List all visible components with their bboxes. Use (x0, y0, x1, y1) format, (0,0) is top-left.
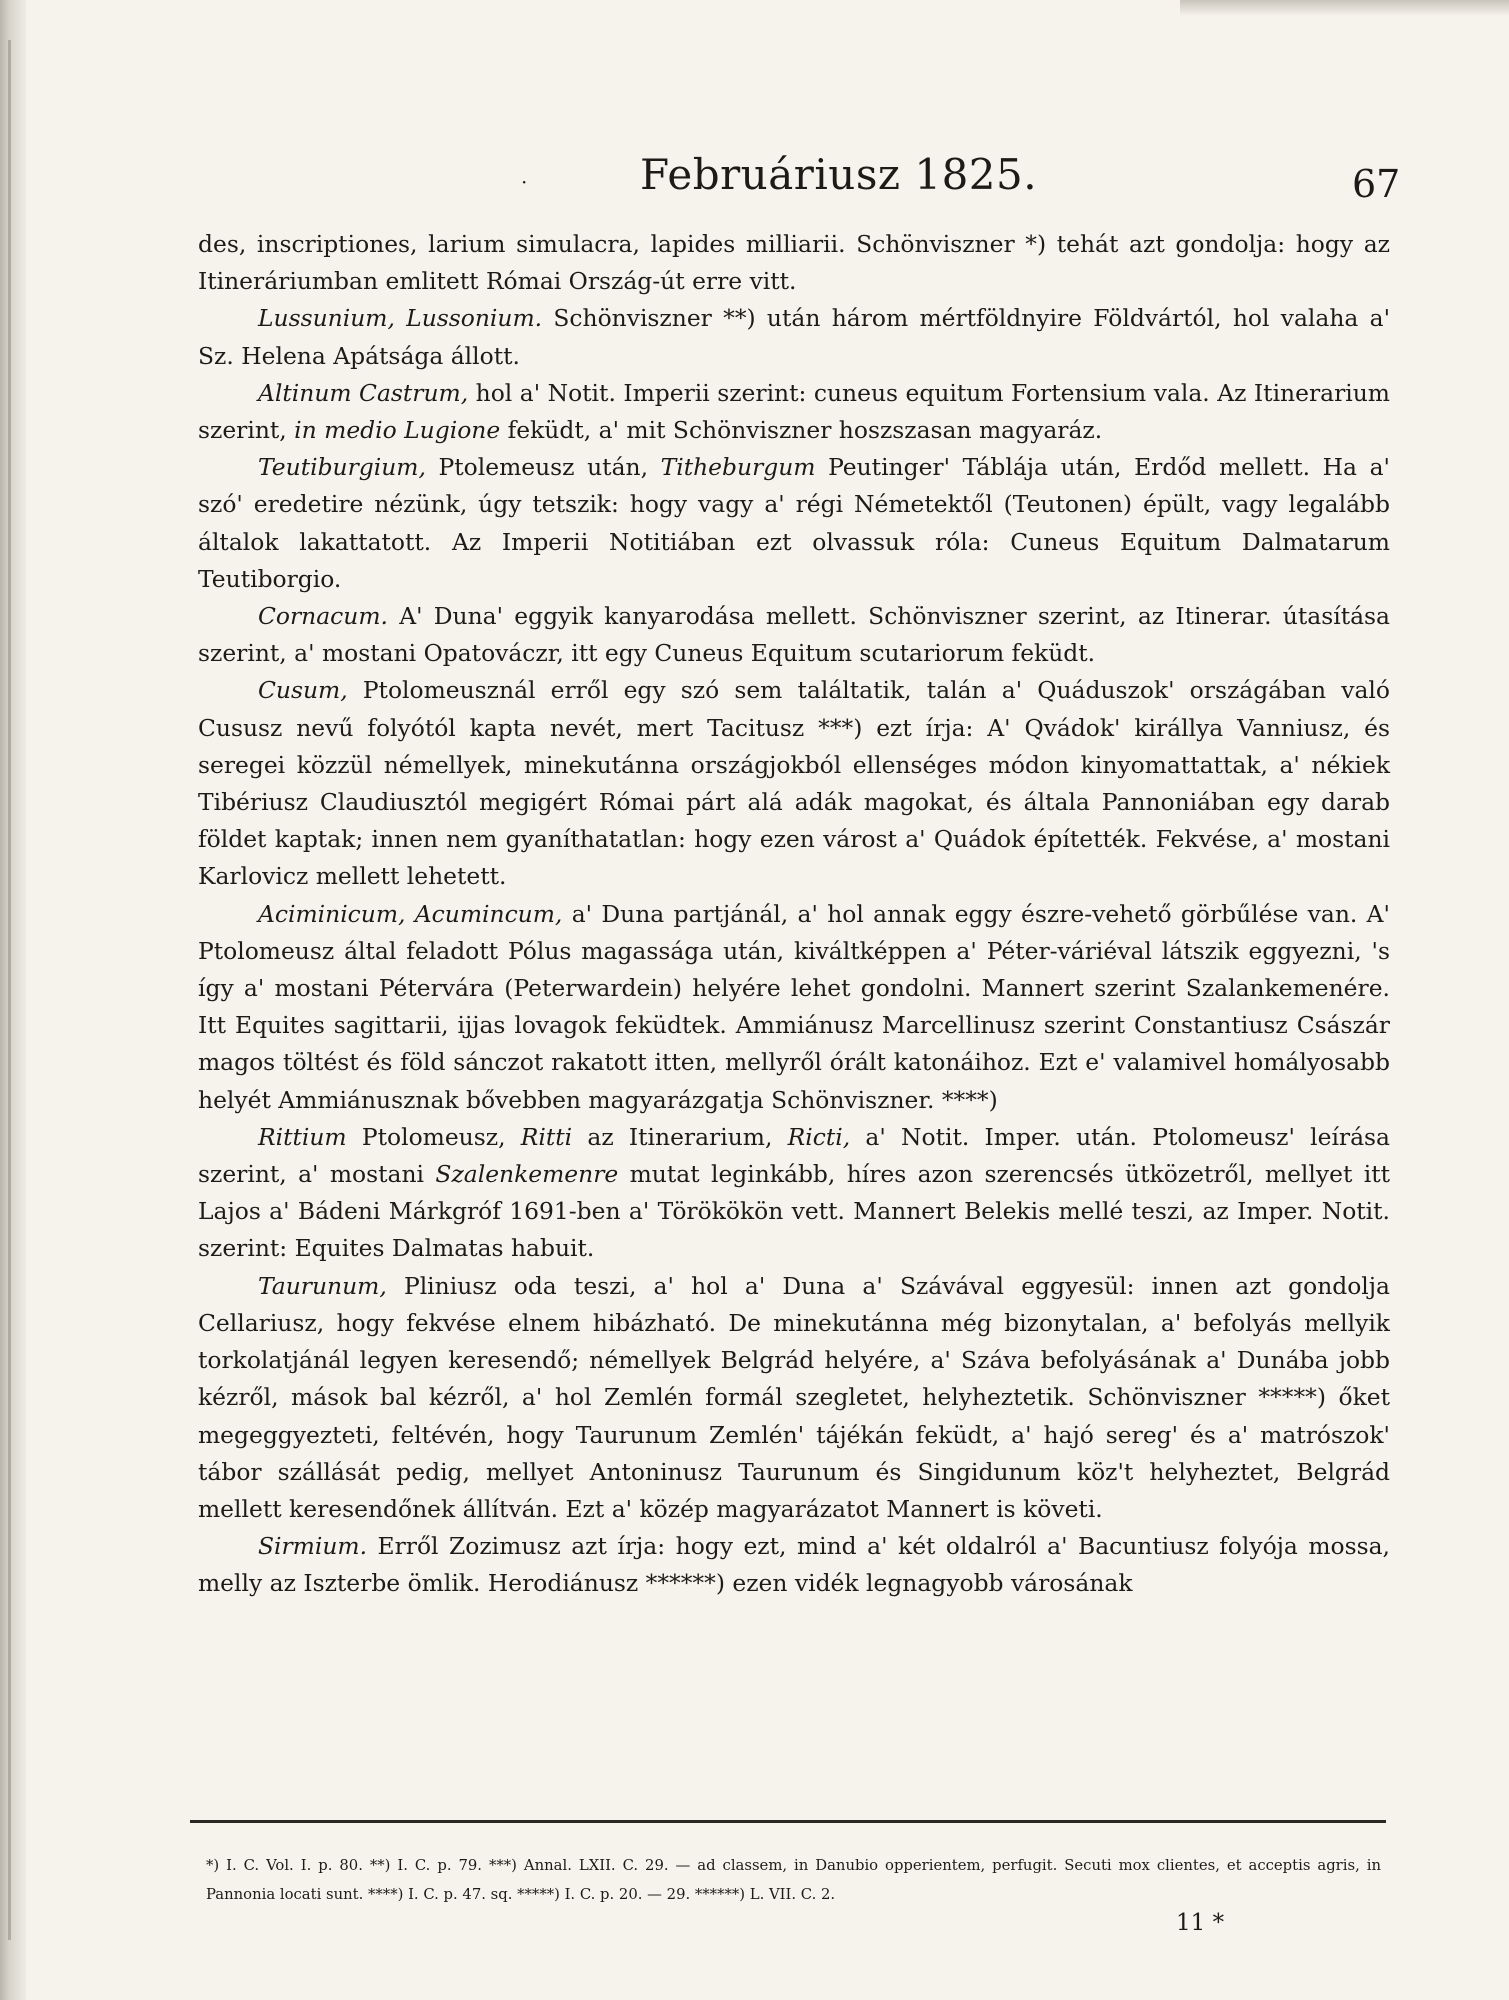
text-run: mutat leginkább, híres azon szerencsés ütközetről, mellyet itt Lajos a' Bádeni Márkgróf 1691-ben a' Törökökön vett. Mannert Belekis mellé teszi, az Imper. Notit. szerint: Equites Dalmatas habuit. (198, 1160, 1390, 1263)
italic-term: Rittium (258, 1122, 347, 1151)
italic-term: Lussunium, Lussonium. (258, 304, 543, 333)
italic-term: Szalenkemenre (435, 1160, 619, 1189)
text-run: A' Duna' eggyik kanyarodása mellett. Schönviszner szerint, az Itinerar. útasítása szerint, a' mostani Opatováczr, itt egy Cuneus Equitum scutariorum feküdt. (198, 602, 1390, 668)
paragraph (198, 1119, 1390, 1268)
paragraph (198, 896, 1390, 1119)
text-run: Peutinger' Táblája után, Erdőd mellett. Ha a' szó' eredetire nézünk, úgy tetszik: hogy vagy a' régi Németektől (Teutonen) épült, vagy legalább általok lakattatott. Az Imperii Notitiában ezt olvassuk róla: Cuneus Equitum Dalmatarum Teutiborgio. (198, 453, 1390, 593)
italic-term: Aciminicum, Acumincum, (258, 899, 563, 928)
paragraph (198, 1528, 1390, 1602)
binding-shadow (8, 40, 11, 1940)
text-run: a' Duna partjánál, a' hol annak eggy észre-vehető görbűlése van. A' Ptolomeusz által feladott Pólus magassága után, kiváltképpen a' Péter-váriéval látszik eggyezni, 's így a' mostani Pétervára (Peterwardein) helyére lehet gondolni. Mannert szerint Szalankemenére. Itt Equites sagittarii, ijjas lovagok feküdtek. Ammiánusz Marcellinusz szerint Constantiusz Császár magos töltést és föld sánczot rakatott itten, mellyről órált katonáihoz. Ezt e' valamivel homályosabb helyét Ammiánusznak bővebben magyarázgatja Schönviszner. ****) (198, 899, 1390, 1114)
italic-term: in medio Lugione (294, 416, 501, 445)
paragraph (198, 1268, 1390, 1528)
footnotes: *) I. C. Vol. I. p. 80. **) I. C. p. 79. ***) Annal. LXII. C. 29. — ad classem, in Danubio opperientem, perfugit. Secuti mox clientes, et acceptis agris, in Pannonia locati sunt. ****) I. C. p. 47. sq. *****) I. C. p. 20. — 29. ******) L. VII. C. 2. (206, 1857, 1381, 1903)
italic-term: Cornacum. (258, 602, 388, 631)
text-run: a' Notit. Imper. után. Ptolomeusz' leírása szerint, a' mostani (198, 1122, 1390, 1189)
italic-term: Taurunum, (258, 1271, 387, 1300)
paragraph (198, 672, 1390, 895)
footnote-rule (190, 1820, 1386, 1823)
running-title: Februáriusz 1825. (640, 150, 1038, 199)
paragraph (198, 449, 1390, 598)
running-header (0, 150, 1509, 210)
text-run: feküdt, a' mit Schönviszner hoszszasan magyaráz. (500, 416, 1103, 445)
header-dot: · (521, 170, 528, 194)
paragraph (198, 300, 1390, 374)
text-run: Ptolemeusz után, (425, 453, 661, 482)
paragraph (198, 226, 1390, 300)
italic-term: Cusum, (258, 676, 348, 705)
text-run: Ptolomeusznál erről egy szó sem találtatik, talán a' Quáduszok' országában való Cususz nevű folyótól kapta nevét, mert Tacitusz ***) ezt írja: A' Qvádok' királlya Vanniusz, és seregei közzül némellyek, minekutánna országjokból ellenséges módon kinyomattattak, a' nékiek Tibériusz Claudiusztól megigért Római párt alá adák magokat, és általa Pannoniában egy darab földet kaptak; innen nem gyaníthatatlan: hogy ezen várost a' Quádok építették. Fekvése, a' mostani Karlovicz mellett lehetett. (198, 676, 1390, 891)
text-run: des, inscriptiones, larium simulacra, lapides milliarii. Schönviszner *) tehát azt gondolja: hogy az Itineráriumban emlitett Római Ország-út erre vitt. (198, 230, 1390, 296)
italic-term: Altinum Castrum, (258, 378, 469, 407)
italic-term: Sirmium. (258, 1532, 368, 1561)
text-run: Ptolomeusz, (346, 1122, 521, 1151)
signature-mark: 11 * (1176, 1910, 1225, 1936)
text-run: Erről Zozimusz azt írja: hogy ezt, mind a' két oldalról a' Bacuntiusz folyója mossa, melly az Iszterbe ömlik. Herodiánusz ******) ezen vidék legnagyobb városának (198, 1532, 1390, 1598)
page-edge-top (1180, 0, 1509, 16)
paragraph (198, 375, 1390, 449)
text-run: Pliniusz oda teszi, a' hol a' Duna a' Szávával eggyesül: innen azt gondolja Cellariusz, hogy fekvése elnem hibázható. De minekutánna még bizonytalan, a' befolyás mellyik torkolatjánál legyen keresendő; némellyek Belgrád helyére, a' Száva befolyásának a' Dunába jobb kézről, mások bal kézről, a' hol Zemlén formál szegletet, helyheztetik. Schönviszner *****) őket megeggyezteti, feltévén, hogy Taurunum Zemlén' tájékán feküdt, a' hajó sereg' és a' matrószok' tábor szállását pedig, mellyet Antoninusz Taurunum és Singidunum köz't helyheztet, Belgrád mellett keresendőnek állítván. Ezt a' közép magyarázatot Mannert is követi. (198, 1271, 1390, 1523)
page-edge-left (0, 0, 26, 2000)
paragraph (198, 598, 1390, 672)
italic-term: Ricti, (787, 1122, 851, 1151)
body-text (198, 226, 1390, 1603)
text-run: hol a' Notit. Imperii szerint: cuneus equitum Fortensium vala. Az Itinerarium szerint, (198, 378, 1390, 445)
italic-term: Teutiburgium, (258, 453, 426, 482)
text-run: Schönviszner **) után három mértföldnyire Földvártól, hol valaha a' Sz. Helena Apátsága állott. (198, 304, 1390, 370)
text-run: az Itinerarium, (572, 1122, 788, 1151)
italic-term: Titheburgum (660, 453, 816, 482)
italic-term: Ritti (520, 1122, 573, 1151)
page-number: 67 (1352, 162, 1401, 206)
